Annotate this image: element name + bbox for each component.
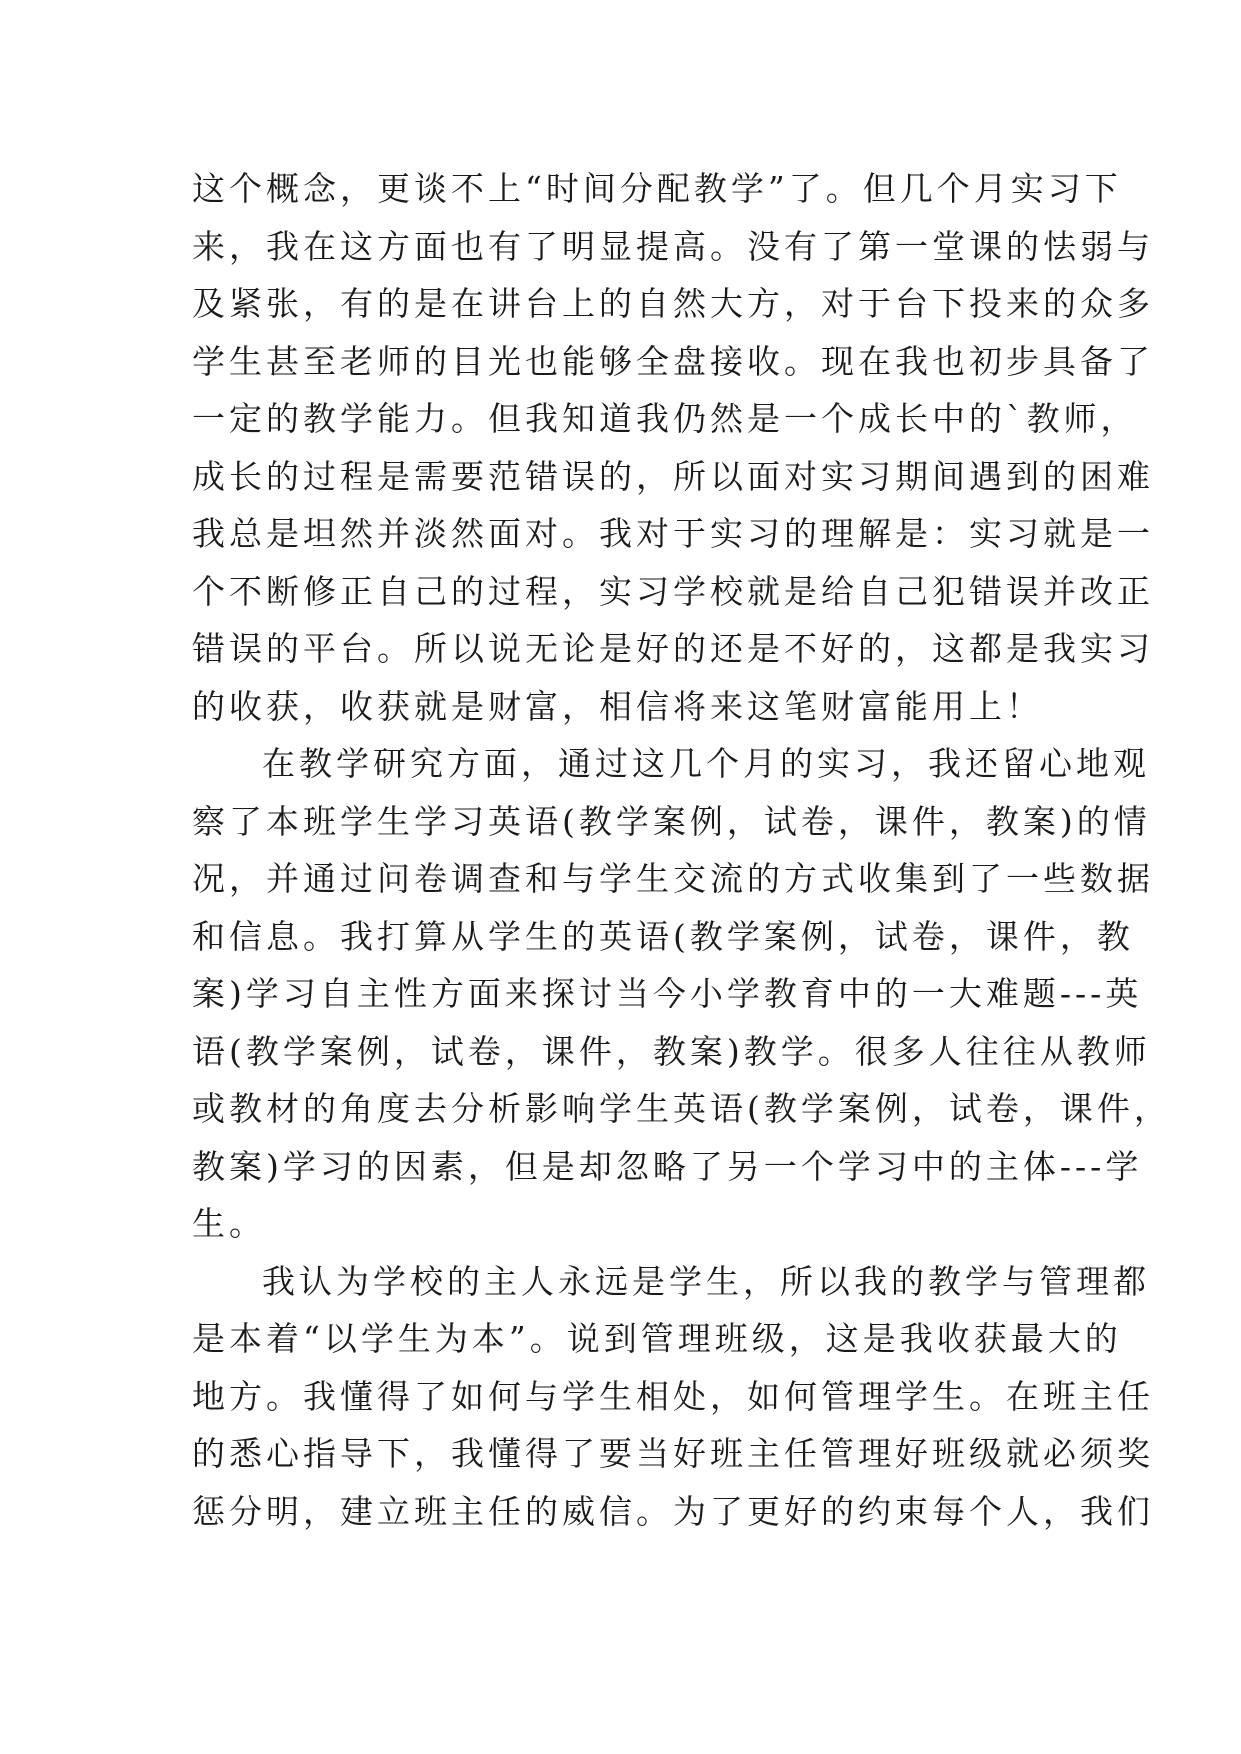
text-line: 的悉心指导下，我懂得了要当好班主任管理好班级就必须奖 [192, 1434, 1154, 1473]
text-line: 个不断修正自己的过程，实习学校就是给自己犯错误并改正 [192, 571, 1154, 611]
text-line: 况，并通过问卷调查和与学生交流的方式收集到了一些数据 [192, 859, 1154, 898]
paragraph-first-line: 我认为学校的主人永远是学生，所以我的教学与管理都 [262, 1261, 1150, 1301]
text-line: 及紧张，有的是在讲台上的自然大方，对于台下投来的众多 [192, 284, 1154, 323]
text-line: 语(教学案例，试卷，课件，教案)教学。很多人往往从教师 [192, 1031, 1151, 1071]
paragraph-first-line: 在教学研究方面，通过这几个月的实习，我还留心地观 [262, 744, 1150, 783]
text-line: 地方。我懂得了如何与学生相处，如何管理学生。在班主任 [192, 1376, 1154, 1416]
text-line: 成长的过程是需要范错误的，所以面对实习期间遇到的困难 [192, 456, 1154, 496]
text-line: 我总是坦然并淡然面对。我对于实习的理解是：实习就是一 [192, 514, 1154, 553]
text-line: 错误的平台。所以说无论是好的还是不好的，这都是我实习 [192, 629, 1154, 668]
text-line: 这个概念，更谈不上“时间分配教学”了。但几个月实习下 [192, 169, 1122, 208]
text-line: 是本着“以学生为本”。说到管理班级，这是我收获最大的 [192, 1319, 1122, 1358]
text-line: 或教材的角度去分析影响学生英语(教学案例，试卷，课件， [192, 1089, 1171, 1128]
body-text [192, 160, 1171, 1540]
text-line: 一定的教学能力。但我知道我仍然是一个成长中的`教师， [192, 399, 1138, 438]
text-line: 学生甚至老师的目光也能够全盘接收。现在我也初步具备了 [192, 341, 1154, 381]
text-line: 和信息。我打算从学生的英语(教学案例，试卷，课件，教 [192, 916, 1134, 956]
text-line: 的收获，收获就是财富，相信将来这笔财富能用上！ [192, 686, 1043, 726]
text-line: 来，我在这方面也有了明显提高。没有了第一堂课的怯弱与 [192, 226, 1154, 266]
text-line: 案)学习自主性方面来探讨当今小学教育中的一大难题---英 [192, 974, 1143, 1013]
text-line: 生。 [192, 1204, 266, 1243]
text-line: 教案)学习的因素，但是却忽略了另一个学习中的主体---学 [192, 1146, 1143, 1186]
text-line: 惩分明，建立班主任的威信。为了更好的约束每个人，我们 [192, 1491, 1154, 1531]
text-line: 察了本班学生学习英语(教学案例，试卷，课件，教案)的情 [192, 801, 1151, 841]
